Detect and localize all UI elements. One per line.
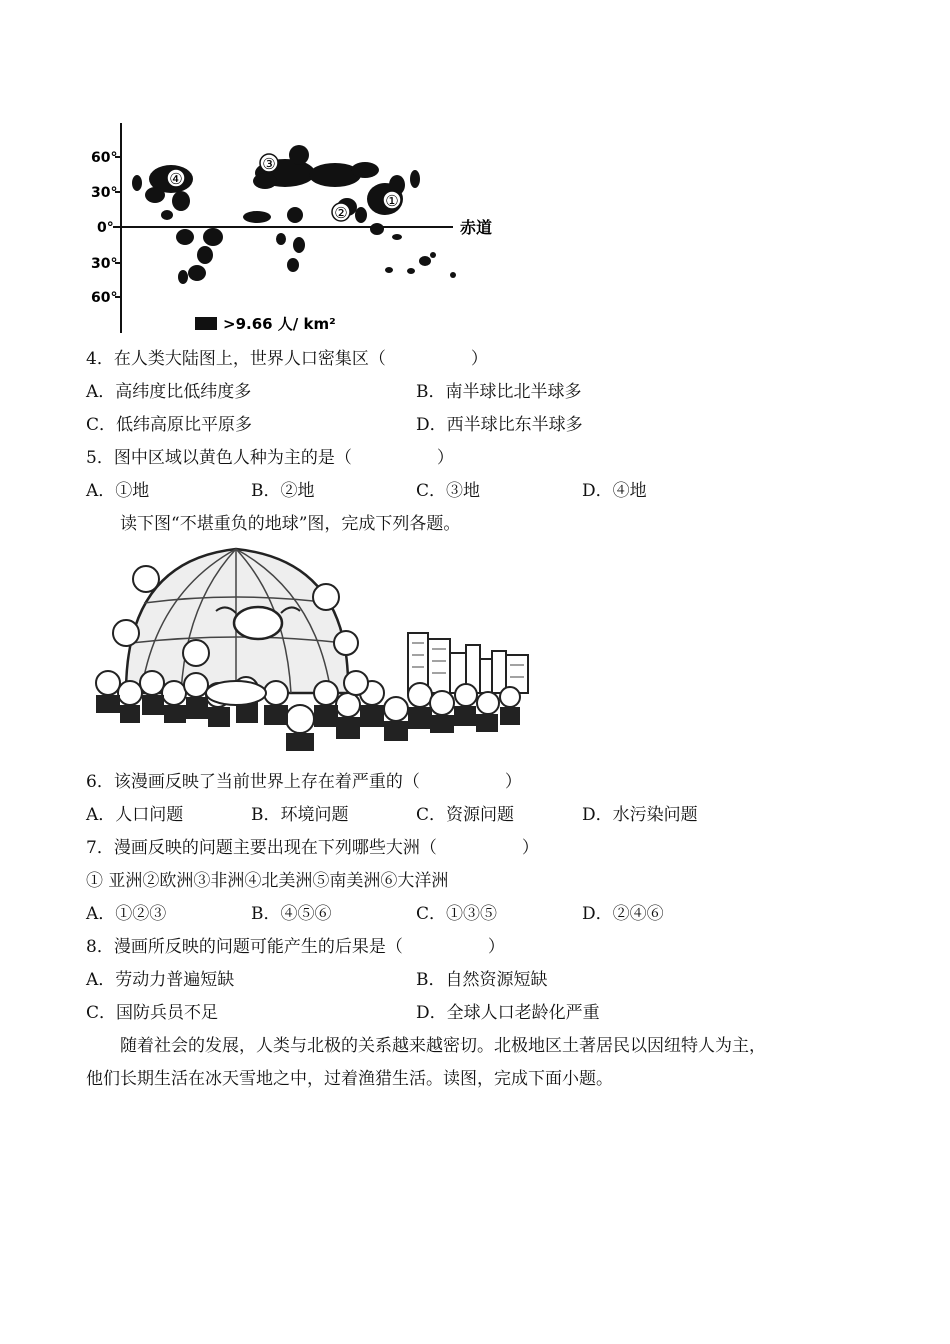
q5-option-c[interactable]: C．③地 — [416, 481, 481, 501]
q7-option-c[interactable]: C．①③⑤ — [416, 904, 498, 924]
legend-swatch — [195, 317, 217, 330]
legend-label: >9.66 人/ km² — [223, 315, 336, 333]
region-marker-2: ② — [334, 204, 348, 222]
q4-stem: 4．在人类大陆图上，世界人口密集区（ ） — [86, 349, 488, 369]
q7-option-d[interactable]: D．②④⑥ — [582, 904, 664, 924]
passage-line-1: 随着社会的发展，人类与北极的关系越来越密切。北极地区土著居民以因纽特人为主， — [120, 1036, 766, 1056]
q7-stem: 7．漫画反映的问题主要出现在下列哪些大洲（ ） — [86, 838, 539, 858]
equator-label: 赤道 — [460, 218, 493, 237]
population-density-map — [85, 115, 515, 340]
lat-label-60s: 60° — [91, 290, 118, 306]
q8-option-a[interactable]: A．劳动力普遍短缺 — [86, 970, 235, 990]
lat-label-30n: 30° — [91, 185, 118, 201]
passage-line-2: 他们长期生活在冰天雪地之中，过着渔猎生活。读图，完成下面小题。 — [86, 1069, 613, 1089]
q7-option-b[interactable]: B．④⑤⑥ — [251, 904, 332, 924]
dense-population-areas — [132, 145, 456, 284]
lat-label-60n: 60° — [91, 150, 118, 166]
q6-stem: 6．该漫画反映了当前世界上存在着严重的（ ） — [86, 772, 522, 792]
q6-option-b[interactable]: B．环境问题 — [251, 805, 349, 825]
region-marker-4: ④ — [169, 170, 183, 188]
q8-option-c[interactable]: C．国防兵员不足 — [86, 1003, 219, 1023]
q7-choices: ① 亚洲②欧洲③非洲④北美洲⑤南美洲⑥大洋洲 — [86, 871, 449, 891]
q4-option-b[interactable]: B．南半球比北半球多 — [416, 382, 582, 402]
q5-option-a[interactable]: A．①地 — [86, 481, 150, 501]
q4-option-c[interactable]: C．低纬高原比平原多 — [86, 415, 253, 435]
q6-option-d[interactable]: D．水污染问题 — [582, 805, 698, 825]
q8-option-b[interactable]: B．自然资源短缺 — [416, 970, 548, 990]
q7-option-a[interactable]: A．①②③ — [86, 904, 167, 924]
lat-label-0: 0° — [97, 220, 114, 236]
region-marker-1: ① — [385, 192, 399, 210]
q4-option-a[interactable]: A．高纬度比低纬度多 — [86, 382, 252, 402]
lat-label-30s: 30° — [91, 256, 118, 272]
region-marker-3: ③ — [262, 155, 276, 173]
q6-option-c[interactable]: C．资源问题 — [416, 805, 515, 825]
q4-option-d[interactable]: D．西半球比东半球多 — [416, 415, 583, 435]
q8-option-d[interactable]: D．全球人口老龄化严重 — [416, 1003, 600, 1023]
q5-stem: 5．图中区域以黄色人种为主的是（ ） — [86, 448, 454, 468]
q5-option-d[interactable]: D．④地 — [582, 481, 647, 501]
q8-stem: 8．漫画所反映的问题可能产生的后果是（ ） — [86, 937, 505, 957]
q6-option-a[interactable]: A．人口问题 — [86, 805, 184, 825]
intro-cartoon: 读下图“不堪重负的地球”图，完成下列各题。 — [120, 514, 461, 534]
q5-option-b[interactable]: B．②地 — [251, 481, 315, 501]
overloaded-earth-cartoon — [86, 543, 536, 758]
